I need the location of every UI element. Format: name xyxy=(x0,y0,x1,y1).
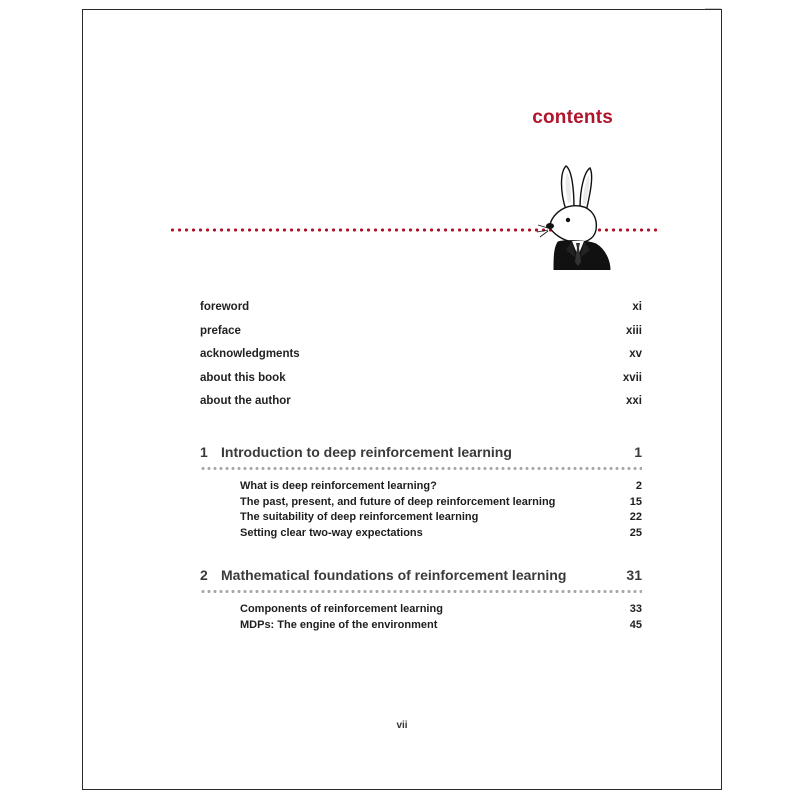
toc-entry-label: about this book xyxy=(200,371,286,384)
book-page xyxy=(82,9,722,790)
front-matter-list xyxy=(200,301,642,419)
section-page: 33 xyxy=(629,603,642,615)
section-list xyxy=(200,603,642,634)
chapter-number: 2 xyxy=(200,567,208,583)
section-page: 45 xyxy=(629,618,642,631)
section-label: MDPs: The engine of the environment xyxy=(240,618,438,631)
toc-entry-label: about the author xyxy=(200,395,291,407)
toc-entry-acknowledgments[interactable] xyxy=(200,348,642,372)
toc-entry-preface[interactable] xyxy=(200,325,642,349)
toc-entry-about-the-author[interactable] xyxy=(200,395,642,419)
chapter-title: Mathematical foundations of reinforcement learning xyxy=(221,567,567,583)
rabbit-mascot-icon xyxy=(536,162,616,270)
chapter-heading[interactable] xyxy=(200,444,642,464)
toc-entry-label: foreword xyxy=(200,301,250,313)
chapter-title: Introduction to deep reinforcement learning xyxy=(221,444,512,460)
section-list xyxy=(200,480,642,542)
section-entry[interactable] xyxy=(200,603,642,619)
page-number: vii xyxy=(396,720,408,731)
toc-entry-foreword[interactable] xyxy=(200,301,642,325)
chapter-page: 31 xyxy=(626,567,642,583)
section-entry[interactable] xyxy=(200,496,642,512)
section-label: What is deep reinforcement learning? xyxy=(240,480,437,492)
chapter-number: 1 xyxy=(200,444,208,460)
section-label: Components of reinforcement learning xyxy=(240,603,443,615)
section-page: 22 xyxy=(629,511,642,523)
chapter-heading[interactable] xyxy=(200,567,642,587)
toc-entry-label: preface xyxy=(200,324,241,337)
section-label: The suitability of deep reinforcement learning xyxy=(240,511,479,523)
chapter-1 xyxy=(200,444,642,542)
section-page: 2 xyxy=(635,480,642,492)
section-page: 25 xyxy=(629,526,642,539)
section-label: The past, present, and future of deep reinforcement learning xyxy=(240,495,556,508)
chapter-dotted-rule xyxy=(200,589,642,594)
section-entry[interactable] xyxy=(200,527,642,543)
chapter-page: 1 xyxy=(634,444,642,460)
toc-entry-page: xvii xyxy=(622,371,642,384)
chapter-dotted-rule xyxy=(200,466,642,471)
section-label: Setting clear two-way expectations xyxy=(240,526,423,539)
chapter-2 xyxy=(200,567,642,634)
toc-entry-about-this-book[interactable] xyxy=(200,372,642,396)
section-entry[interactable] xyxy=(200,480,642,496)
toc-entry-page: xiii xyxy=(626,324,642,337)
toc-entry-page: xxi xyxy=(626,395,642,407)
section-entry[interactable] xyxy=(200,511,642,527)
toc-entry-label: acknowledgments xyxy=(200,348,300,360)
toc-entry-page: xi xyxy=(632,301,642,313)
page-title: contents xyxy=(532,107,613,128)
toc-entry-page: xv xyxy=(629,348,642,360)
section-page: 15 xyxy=(629,495,642,508)
section-entry[interactable] xyxy=(200,619,642,635)
